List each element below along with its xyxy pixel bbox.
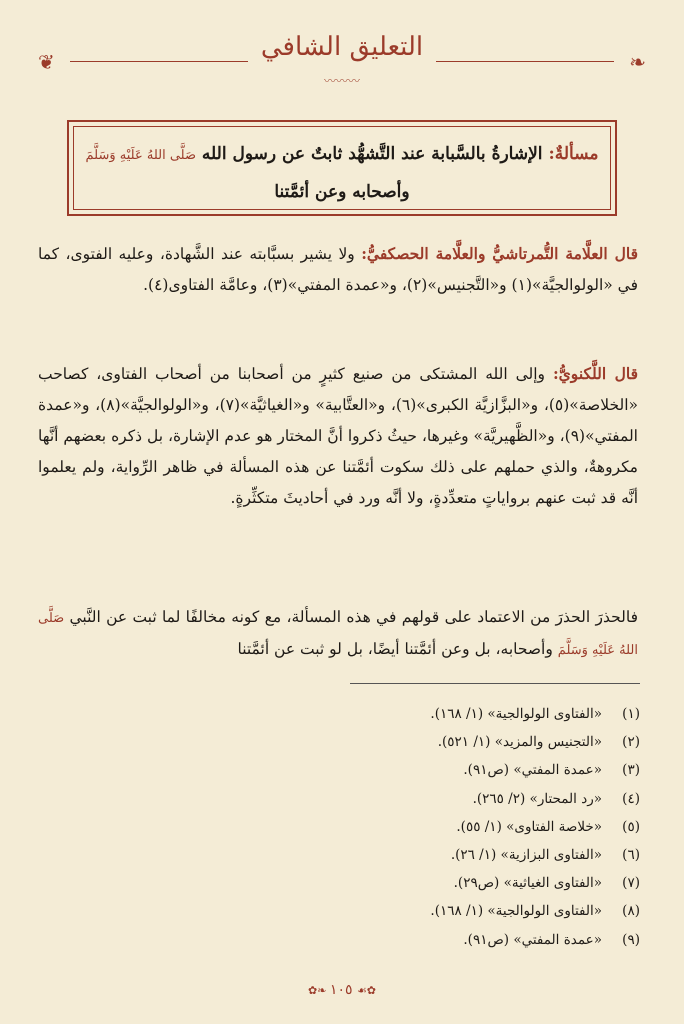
footnote-item	[80, 813, 640, 841]
right-ornament-icon: ❧	[629, 50, 646, 74]
footnote-number: (٩)	[622, 931, 640, 948]
page-footer	[0, 982, 684, 998]
footnote-text: «عمدة المفتي» (ص٩١).	[463, 931, 602, 948]
header-title: التعليق الشافي	[260, 32, 424, 62]
footnote-number: (١)	[622, 706, 640, 722]
running-header	[30, 28, 654, 88]
issue-line2: وأصحابه وعن أئمَّتنا	[274, 182, 410, 202]
footnote-separator	[350, 683, 640, 684]
footnote-number: (٥)	[622, 818, 640, 835]
footnote-text: «الفتاوى الغياثية» (ص٢٩).	[453, 875, 602, 892]
footnote-text: «الفتاوى الولوالجية» (١/ ١٦٨).	[430, 903, 602, 920]
footnote-number: (٧)	[622, 875, 640, 892]
paragraph-2-text: وإلى الله المشتكى من صنيع كثيرٍ من أصحابنا من أصحاب الفتاوى، كصاحب «الخلاصة»(٥)، و«البزَّازيَّة الكبرى»(٦)، و«العتَّابية» و«الغياثيَّة»(٧)، و«الولوالجيَّة»(٨)، و«عمدة المفتي»(٩)، و«الظَّهيريَّة» وغيرها، حيثُ ذكروا أنَّ المختار هو عدم الإشارة، بل ذكره بعضهم أنَّها مكروهةٌ، والذي حملهم على ذلك سكوت أئمَّتنا عن هذه المسألة في ظاهر الرِّواية، ولم يعلموا أنَّه قد ثبت عنهم برواياتٍ متعدِّدةٍ، ولا أنَّه ورد في أحاديثَ متكثِّرةٍ.	[38, 365, 638, 507]
paragraph-3	[38, 602, 638, 666]
footnote-item	[80, 897, 640, 925]
footnote-item	[80, 869, 640, 897]
paragraph-1	[38, 238, 638, 301]
footnote-text: «رد المحتار» (٢/ ٢٦٥).	[472, 790, 602, 807]
speaker-1: قال العلَّامة التُّمرتاشيُّ والعلَّامة الحصكفيُّ:	[361, 244, 638, 263]
footnote-number: (٨)	[622, 903, 640, 920]
issue-box	[67, 120, 617, 216]
header-rule-left	[70, 61, 248, 62]
paragraph-3-text-a: فالحذرَ الحذرَ من الاعتماد على قولهم في هذه المسألة، مع كونه مخالفًا لما ثبت عن النَّبي	[69, 608, 638, 626]
salawat-glyph: صَلَّى اللهُ عَلَيْهِ وَسَلَّمَ	[85, 148, 196, 163]
footnote-item	[80, 926, 640, 954]
footnote-item	[80, 700, 640, 728]
footnotes	[80, 700, 640, 954]
footnote-number: (٢)	[622, 734, 640, 751]
footnote-item	[80, 785, 640, 813]
footnote-item	[80, 728, 640, 756]
footnote-number: (٤)	[622, 790, 640, 807]
paragraph-2	[38, 358, 638, 514]
paragraph-3-text-b: وأصحابه، بل وعن أئمَّتنا أيضًا، بل لو ثبت عن أئمَّتنا	[237, 640, 553, 658]
footnote-text: «عمدة المفتي» (ص٩١).	[463, 762, 602, 779]
salawat-glyph-2: صَلَّى اللهُ عَلَيْهِ وَسَلَّمَ	[38, 611, 638, 658]
footnote-item	[80, 841, 640, 869]
title-flourish-icon: 〰〰〰	[323, 74, 360, 88]
left-ornament-icon: ❦	[38, 50, 55, 74]
page-number: ١٠٥	[329, 982, 353, 998]
issue-label: مسألةٌ:	[548, 144, 599, 164]
footnote-item	[80, 756, 640, 784]
footer-ornament-right-icon: ☙✿	[356, 984, 377, 997]
footer-ornament-left-icon: ✿❧	[307, 984, 330, 997]
footnote-text: «الفتاوى الولوالجية» (١/ ١٦٨).	[430, 706, 602, 722]
footnote-text: «الفتاوى البزازية» (١/ ٢٦).	[450, 847, 602, 864]
issue-text	[79, 136, 605, 210]
footnote-text: «خلاصة الفتاوى» (١/ ٥٥).	[456, 818, 602, 835]
footnote-text: «التجنيس والمزيد» (١/ ٥٢١).	[437, 734, 602, 751]
footnote-number: (٣)	[622, 762, 640, 779]
header-rule-right	[436, 61, 614, 62]
footnote-number: (٦)	[622, 847, 640, 864]
issue-body: الإشارةُ بالسَّبابة عند التَّشهُّد ثابتٌ عن رسول الله	[201, 144, 543, 164]
paragraph-1-text: ولا يشير بسبَّابته عند الشَّهادة، وعليه الفتوى، كما في «الولوالجيَّة»(١) و«التَّجنيس»(٢)، و«عمدة المفتي»(٣)، وعامَّة الفتاوى(٤).	[38, 245, 638, 294]
speaker-2: قال اللَّكنويُّ:	[552, 364, 638, 383]
